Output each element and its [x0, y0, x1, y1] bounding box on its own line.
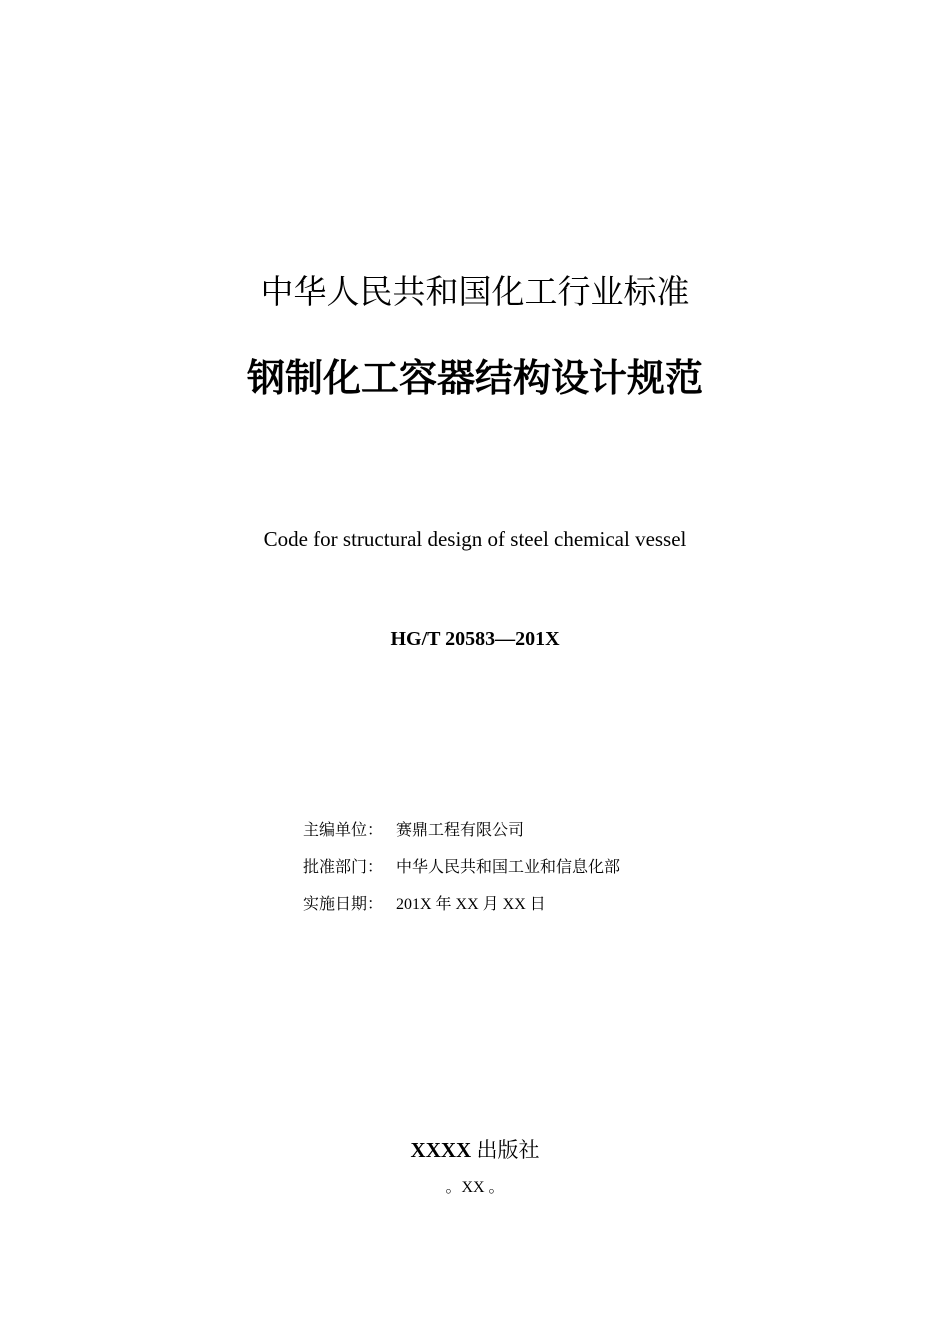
publication-date: 。XX 。: [445, 1179, 505, 1196]
effective-date-value: 201X 年 XX 月 XX 日: [396, 896, 546, 913]
standard-number: HG/T 20583—201X: [390, 628, 560, 650]
info-row-effective-date: [303, 894, 620, 931]
document-title-chinese: 钢制化工容器结构设计规范: [246, 356, 703, 400]
publisher-name-chinese: 出版社: [471, 1138, 540, 1162]
standard-series-title: 中华人民共和国化工行业标准: [260, 272, 690, 311]
effective-date-label: 实施日期：: [303, 896, 384, 913]
editor-value: 赛鼎工程有限公司: [396, 822, 525, 839]
info-row-editor: [303, 820, 620, 857]
publisher-name-latin: XXXX: [410, 1138, 472, 1162]
editor-label: 主编单位：: [303, 822, 384, 839]
document-title-english: Code for structural design of steel chemical vessel: [263, 527, 687, 551]
approval-label: 批准部门：: [303, 859, 384, 876]
approval-value: 中华人民共和国工业和信息化部: [396, 859, 621, 876]
info-row-approval: [303, 857, 620, 894]
publisher-name: [0, 1136, 950, 1164]
publication-info-block: [303, 820, 620, 931]
